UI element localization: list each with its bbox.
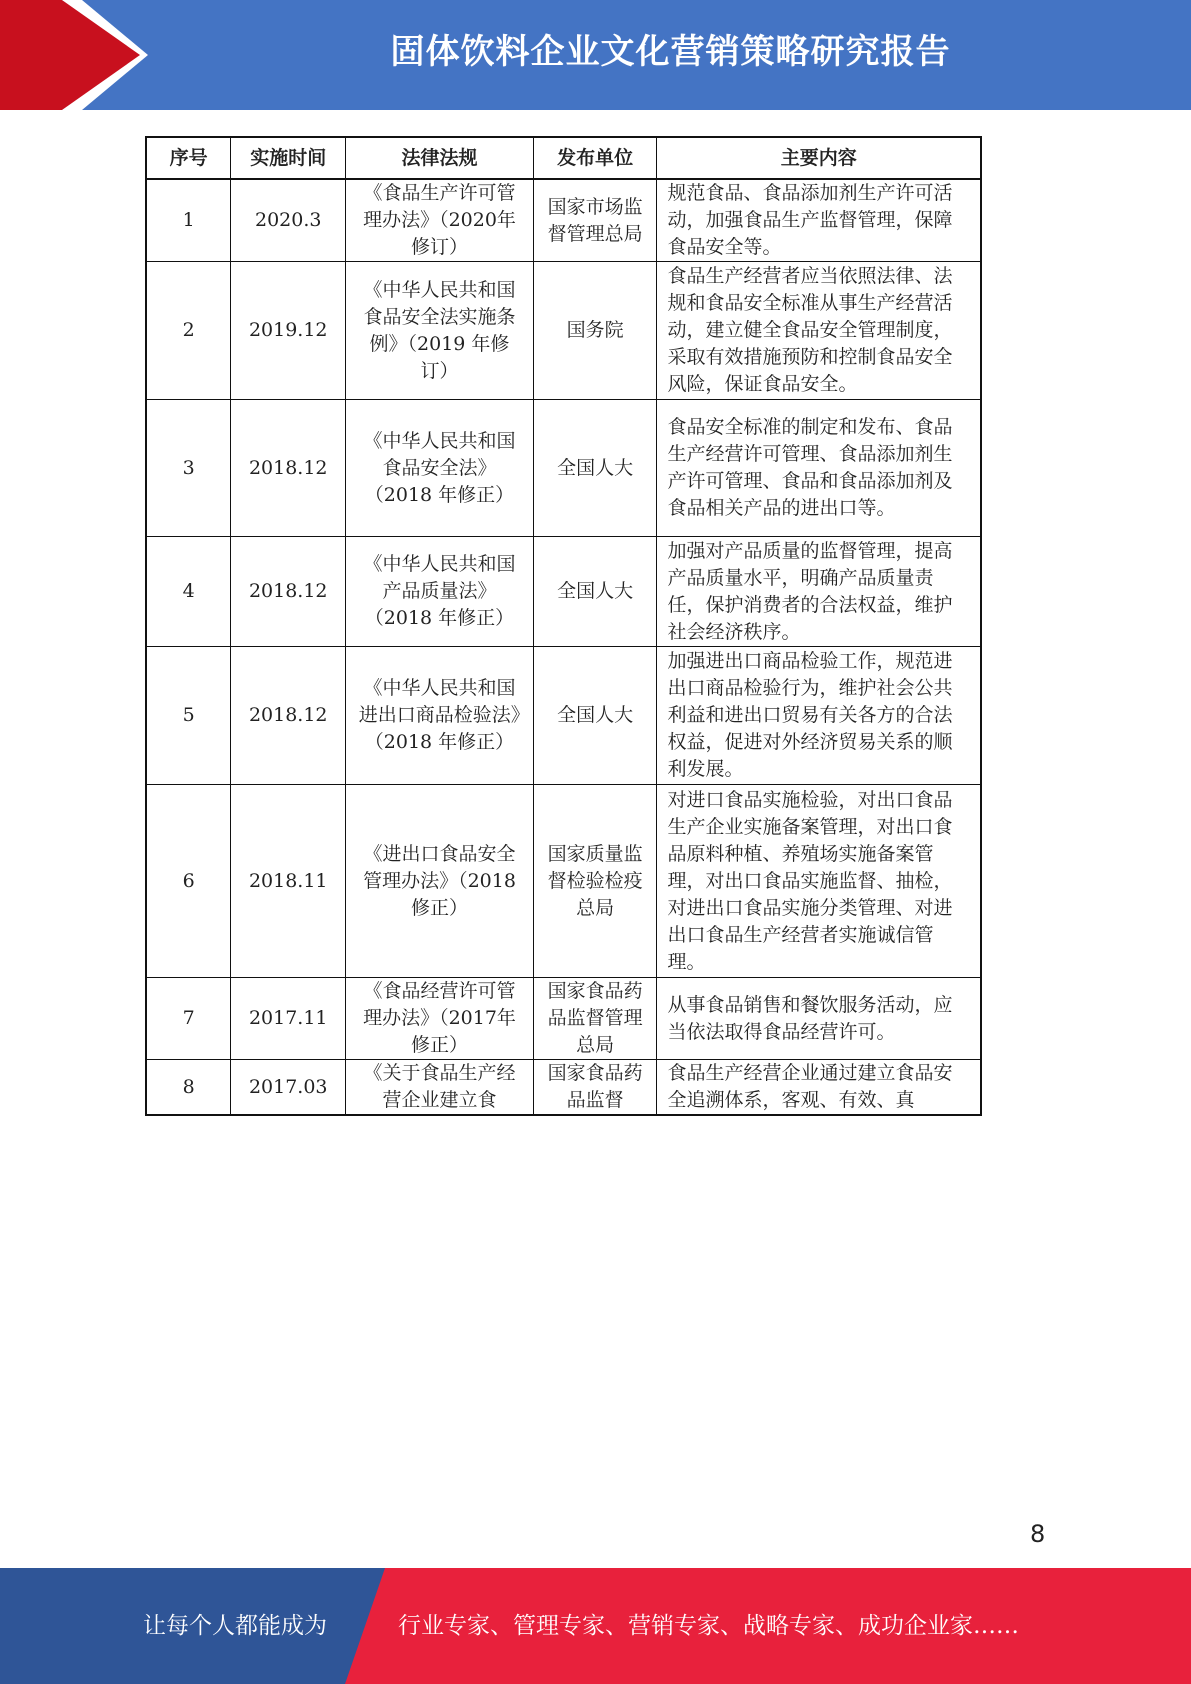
table-row <box>146 537 981 647</box>
footer-slogan-right: 行业专家、管理专家、营销专家、战略专家、成功企业家…… <box>398 1613 1019 1639</box>
cell-no: 1 <box>146 179 231 262</box>
table-row <box>146 785 981 978</box>
regulations-table <box>145 136 982 1116</box>
column-header-content: 主要内容 <box>657 137 981 179</box>
cell-content: 对进口食品实施检验，对出口食品生产企业实施备案管理，对出口食品原料种植、养殖场实施备案管理，对出口食品实施监督、抽检，对进出口食品实施分类管理、对进出口食品生产经营者实施诚信管理。 <box>657 785 981 978</box>
cell-date: 2019.12 <box>231 262 346 400</box>
cell-date: 2018.12 <box>231 400 346 537</box>
column-header-org: 发布单位 <box>533 137 657 179</box>
cell-no: 4 <box>146 537 231 647</box>
cell-no: 8 <box>146 1060 231 1116</box>
cell-content: 规范食品、食品添加剂生产许可活动，加强食品生产监督管理，保障食品安全等。 <box>657 179 981 262</box>
table-row <box>146 978 981 1060</box>
table-row <box>146 1060 981 1116</box>
cell-law: 《关于食品生产经营企业建立食 <box>346 1060 534 1116</box>
cell-law: 《中华人民共和国进出口商品检验法》（2018 年修正） <box>346 647 534 785</box>
cell-date: 2017.11 <box>231 978 346 1060</box>
cell-org: 国家市场监督管理总局 <box>533 179 657 262</box>
table-row <box>146 647 981 785</box>
cell-no: 2 <box>146 262 231 400</box>
document-title: 固体饮料企业文化营销策略研究报告 <box>390 32 951 72</box>
cell-content: 加强进出口商品检验工作，规范进出口商品检验行为，维护社会公共利益和进出口贸易有关各方的合法权益，促进对外经济贸易关系的顺利发展。 <box>657 647 981 785</box>
cell-law: 《中华人民共和国产品质量法》（2018 年修正） <box>346 537 534 647</box>
cell-org: 全国人大 <box>533 400 657 537</box>
page-footer <box>0 1568 1191 1684</box>
cell-law: 《中华人民共和国食品安全法》（2018 年修正） <box>346 400 534 537</box>
footer-slogan-left: 让每个人都能成为 <box>143 1613 327 1639</box>
table-header-row <box>146 137 981 179</box>
cell-no: 5 <box>146 647 231 785</box>
cell-org: 国务院 <box>533 262 657 400</box>
cell-org: 国家食品药品监督管理总局 <box>533 978 657 1060</box>
column-header-law: 法律法规 <box>346 137 534 179</box>
cell-law: 《食品经营许可管理办法》（2017年修正） <box>346 978 534 1060</box>
cell-law: 《中华人民共和国食品安全法实施条例》（2019 年修订） <box>346 262 534 400</box>
cell-date: 2018.11 <box>231 785 346 978</box>
cell-law: 《进出口食品安全管理办法》（2018 修正） <box>346 785 534 978</box>
cell-date: 2018.12 <box>231 537 346 647</box>
cell-content: 食品安全标准的制定和发布、食品生产经营许可管理、食品添加剂生产许可管理、食品和食品添加剂及食品相关产品的进出口等。 <box>657 400 981 537</box>
cell-date: 2017.03 <box>231 1060 346 1116</box>
cell-date: 2018.12 <box>231 647 346 785</box>
cell-no: 7 <box>146 978 231 1060</box>
cell-org: 国家食品药品监督 <box>533 1060 657 1116</box>
cell-content: 加强对产品质量的监督管理，提高产品质量水平，明确产品质量责任，保护消费者的合法权益，维护社会经济秩序。 <box>657 537 981 647</box>
cell-content: 食品生产经营企业通过建立食品安全追溯体系，客观、有效、真 <box>657 1060 981 1116</box>
cell-date: 2020.3 <box>231 179 346 262</box>
cell-org: 全国人大 <box>533 647 657 785</box>
cell-law: 《食品生产许可管理办法》（2020年修订） <box>346 179 534 262</box>
cell-no: 6 <box>146 785 231 978</box>
cell-no: 3 <box>146 400 231 537</box>
table-row <box>146 179 981 262</box>
page-number: 8 <box>1030 1520 1046 1548</box>
cell-org: 国家质量监督检验检疫总局 <box>533 785 657 978</box>
cell-content: 食品生产经营者应当依照法律、法规和食品安全标准从事生产经营活动，建立健全食品安全管理制度，采取有效措施预防和控制食品安全风险，保证食品安全。 <box>657 262 981 400</box>
column-header-no: 序号 <box>146 137 231 179</box>
cell-content: 从事食品销售和餐饮服务活动，应当依法取得食品经营许可。 <box>657 978 981 1060</box>
page-header <box>0 0 1191 110</box>
table-row <box>146 262 981 400</box>
table-row <box>146 400 981 537</box>
cell-org: 全国人大 <box>533 537 657 647</box>
column-header-date: 实施时间 <box>231 137 346 179</box>
